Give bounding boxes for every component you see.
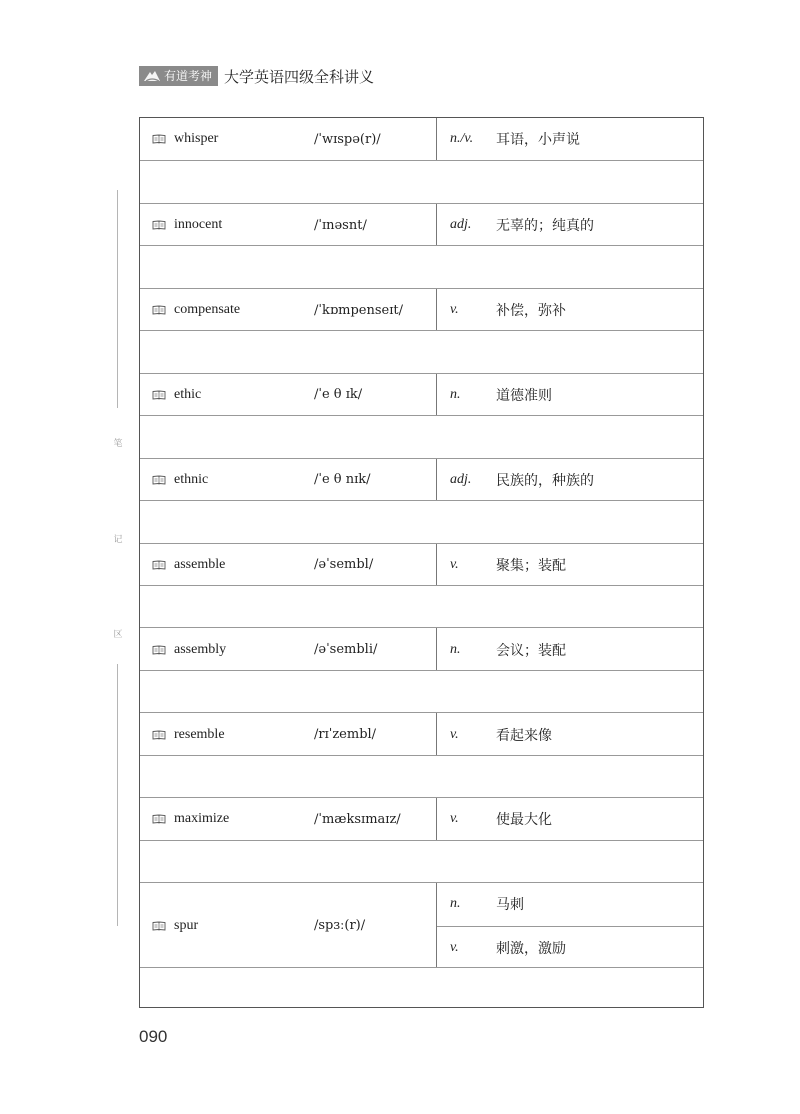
word-text: innocent [174, 217, 223, 233]
definition-area [436, 204, 703, 246]
chinese-meaning: 会议；装配 [496, 642, 566, 659]
book-icon [152, 560, 166, 570]
blank-note-row [140, 967, 703, 1010]
definition-line [437, 798, 703, 840]
blank-note-row [140, 245, 703, 288]
chinese-meaning: 道德准则 [496, 387, 552, 404]
definition-area [436, 798, 703, 840]
blank-note-row [140, 415, 703, 458]
book-icon [152, 390, 166, 400]
definition-area [436, 118, 703, 160]
phonetic: /rɪˈzembl/ [314, 727, 377, 743]
part-of-speech: adj. [450, 471, 472, 487]
definition-line [437, 289, 703, 331]
chinese-meaning: 看起来像 [496, 727, 552, 744]
book-icon [152, 220, 166, 230]
definition-line [437, 544, 703, 586]
vocab-row [140, 627, 703, 670]
definition-area [436, 289, 703, 331]
vocab-row [140, 288, 703, 331]
part-of-speech: adj. [450, 217, 472, 233]
blank-note-row [140, 330, 703, 373]
part-of-speech: v. [450, 811, 459, 827]
word-text: ethnic [174, 471, 209, 487]
margin-label-char: 区 [113, 630, 123, 640]
part-of-speech: n. [450, 386, 461, 402]
vocab-row [140, 712, 703, 755]
blank-note-row [140, 500, 703, 543]
vocab-row [140, 543, 703, 586]
chinese-meaning: 马刺 [496, 897, 524, 914]
word-text: compensate [174, 302, 241, 318]
book-icon [152, 730, 166, 740]
word-text: assembly [174, 641, 227, 657]
book-icon [152, 921, 166, 931]
vocab-row [140, 458, 703, 501]
chinese-meaning: 使最大化 [496, 812, 552, 829]
phonetic: /ˈmæksɪmaɪz/ [314, 811, 401, 827]
definition-line [437, 374, 703, 416]
blank-note-row [140, 755, 703, 798]
definition-area [436, 628, 703, 670]
blank-note-row [140, 840, 703, 883]
vocab-word [152, 289, 240, 331]
vocab-word [152, 374, 201, 416]
definition-line [437, 628, 703, 670]
definition-line [437, 118, 703, 160]
vocab-row [140, 797, 703, 840]
brand-logo-icon [143, 69, 161, 83]
vocabulary-table [139, 117, 704, 1008]
definition-area [436, 374, 703, 416]
part-of-speech: v. [450, 302, 459, 318]
book-icon [152, 134, 166, 144]
vocab-row [140, 203, 703, 246]
vocab-word [152, 713, 225, 755]
blank-note-row [140, 160, 703, 203]
vocab-word [152, 628, 226, 670]
definition-line [437, 713, 703, 755]
vocab-row [140, 373, 703, 416]
margin-label-char: 笔 [113, 439, 123, 449]
book-icon [152, 645, 166, 655]
definition-line [437, 883, 703, 925]
definition-line [437, 459, 703, 501]
phonetic: /ˈɪnəsnt/ [314, 217, 367, 233]
page-number: 090 [139, 1027, 168, 1046]
part-of-speech: v. [450, 939, 459, 955]
blank-note-row [140, 670, 703, 713]
part-of-speech: v. [450, 726, 459, 742]
margin-rule-top [117, 190, 118, 408]
phonetic: /ˈkɒmpenseɪt/ [314, 302, 403, 318]
book-icon [152, 814, 166, 824]
word-text: assemble [174, 556, 226, 572]
word-text: maximize [174, 811, 230, 827]
brand-badge [139, 66, 218, 86]
vocab-row [140, 118, 703, 160]
phonetic: /spɜː(r)/ [314, 918, 366, 934]
phonetic: /ˈwɪspə(r)/ [314, 131, 381, 147]
vocab-word [152, 118, 218, 160]
part-of-speech: n. [450, 641, 461, 657]
word-text: ethic [174, 386, 202, 402]
vocab-word [152, 544, 225, 586]
definition-line [437, 204, 703, 246]
definition-area [436, 713, 703, 755]
chinese-meaning: 补偿，弥补 [496, 303, 566, 320]
part-of-speech: v. [450, 556, 459, 572]
phonetic: /ˈe θ nɪk/ [314, 472, 371, 488]
word-text: spur [174, 917, 199, 933]
word-text: whisper [174, 131, 219, 147]
part-of-speech: n./v. [450, 131, 474, 147]
blank-note-row [140, 585, 703, 628]
page-header [139, 64, 374, 88]
margin-label-char: 记 [113, 535, 123, 545]
definition-area [436, 883, 703, 968]
phonetic: /ˈe θ ɪk/ [314, 387, 363, 403]
vocab-row [140, 882, 703, 968]
vocab-word [152, 204, 222, 246]
margin-rule-bottom [117, 664, 118, 926]
vocab-word [152, 798, 229, 840]
vocab-word [152, 459, 208, 501]
definition-area [436, 459, 703, 501]
word-text: resemble [174, 726, 225, 742]
phonetic: /əˈsembli/ [314, 642, 378, 658]
chinese-meaning: 耳语，小声说 [496, 132, 580, 149]
chinese-meaning: 聚集；装配 [496, 557, 566, 574]
book-icon [152, 475, 166, 485]
chinese-meaning: 刺激，激励 [496, 940, 566, 957]
book-title: 大学英语四级全科讲义 [224, 67, 375, 86]
part-of-speech: n. [450, 896, 461, 912]
chinese-meaning: 民族的，种族的 [496, 472, 594, 489]
definition-line [437, 926, 703, 969]
definition-area [436, 544, 703, 586]
vocab-word [152, 883, 198, 968]
brand-name: 有道考神 [164, 69, 213, 83]
book-icon [152, 305, 166, 315]
chinese-meaning: 无辜的；纯真的 [496, 218, 594, 235]
phonetic: /əˈsembl/ [314, 557, 374, 573]
